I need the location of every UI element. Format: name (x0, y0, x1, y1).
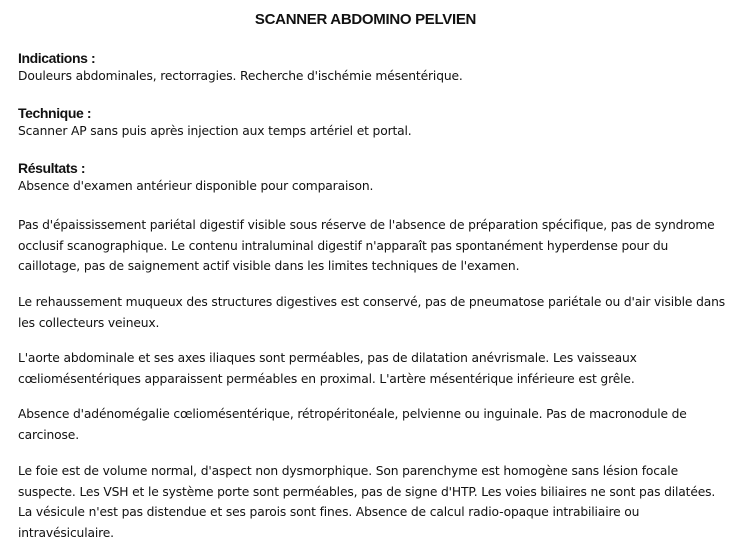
indications-heading: Indications : (18, 50, 96, 66)
section-indications (18, 50, 463, 87)
paragraph-liver: Le foie est de volume normal, d'aspect non dysmorphique. Son parenchyme est homogène sans lésion focale suspecte. Les VSH et le système porte sont perméables, pas de signe d'HTP. Les voies biliaires ne sont pas dilatées. La vésicule n'est pas distendue et ses parois sont fines. Absence de calcul radio-opaque intrabiliaire ou intravésiculaire. (18, 464, 716, 540)
paragraph-lymph-nodes: Absence d'adénomégalie cœliomésentérique, rétropéritonéale, pelvienne ou inguinale. Pas de macronodule de carcinose. (18, 407, 687, 442)
paragraph-vascular: L'aorte abdominale et ses axes iliaques sont perméables, pas de dilatation anévrismale. Les vaisseaux cœliomésentériques apparaissent perméables en proximal. L'artère mésentérique inférieure est grêle. (18, 351, 637, 386)
technique-heading: Technique : (18, 105, 92, 121)
indications-text: Douleurs abdominales, rectorragies. Recherche d'ischémie mésentérique. (18, 69, 463, 83)
resultats-heading: Résultats : (18, 160, 86, 176)
section-technique (18, 105, 412, 142)
section-resultats (18, 160, 373, 197)
resultats-text: Absence d'examen antérieur disponible pour comparaison. (18, 179, 374, 193)
paragraph-mucosal-enhancement: Le rehaussement muqueux des structures digestives est conservé, pas de pneumatose pariétale ou d'air visible dans les collecteurs veineux. (18, 295, 726, 330)
technique-text: Scanner AP sans puis après injection aux temps artériel et portal. (18, 124, 412, 138)
report-title: SCANNER ABDOMINO PELVIEN (254, 11, 477, 28)
paragraph-digestive-wall: Pas d'épaississement pariétal digestif visible sous réserve de l'absence de préparation spécifique, pas de syndrome occlusif scanographique. Le contenu intraluminal digestif n'apparaît pas spontanément hyperdense pour du caillotage, pas de saignement actif visible dans les limites techniques de l'examen. (18, 218, 715, 273)
